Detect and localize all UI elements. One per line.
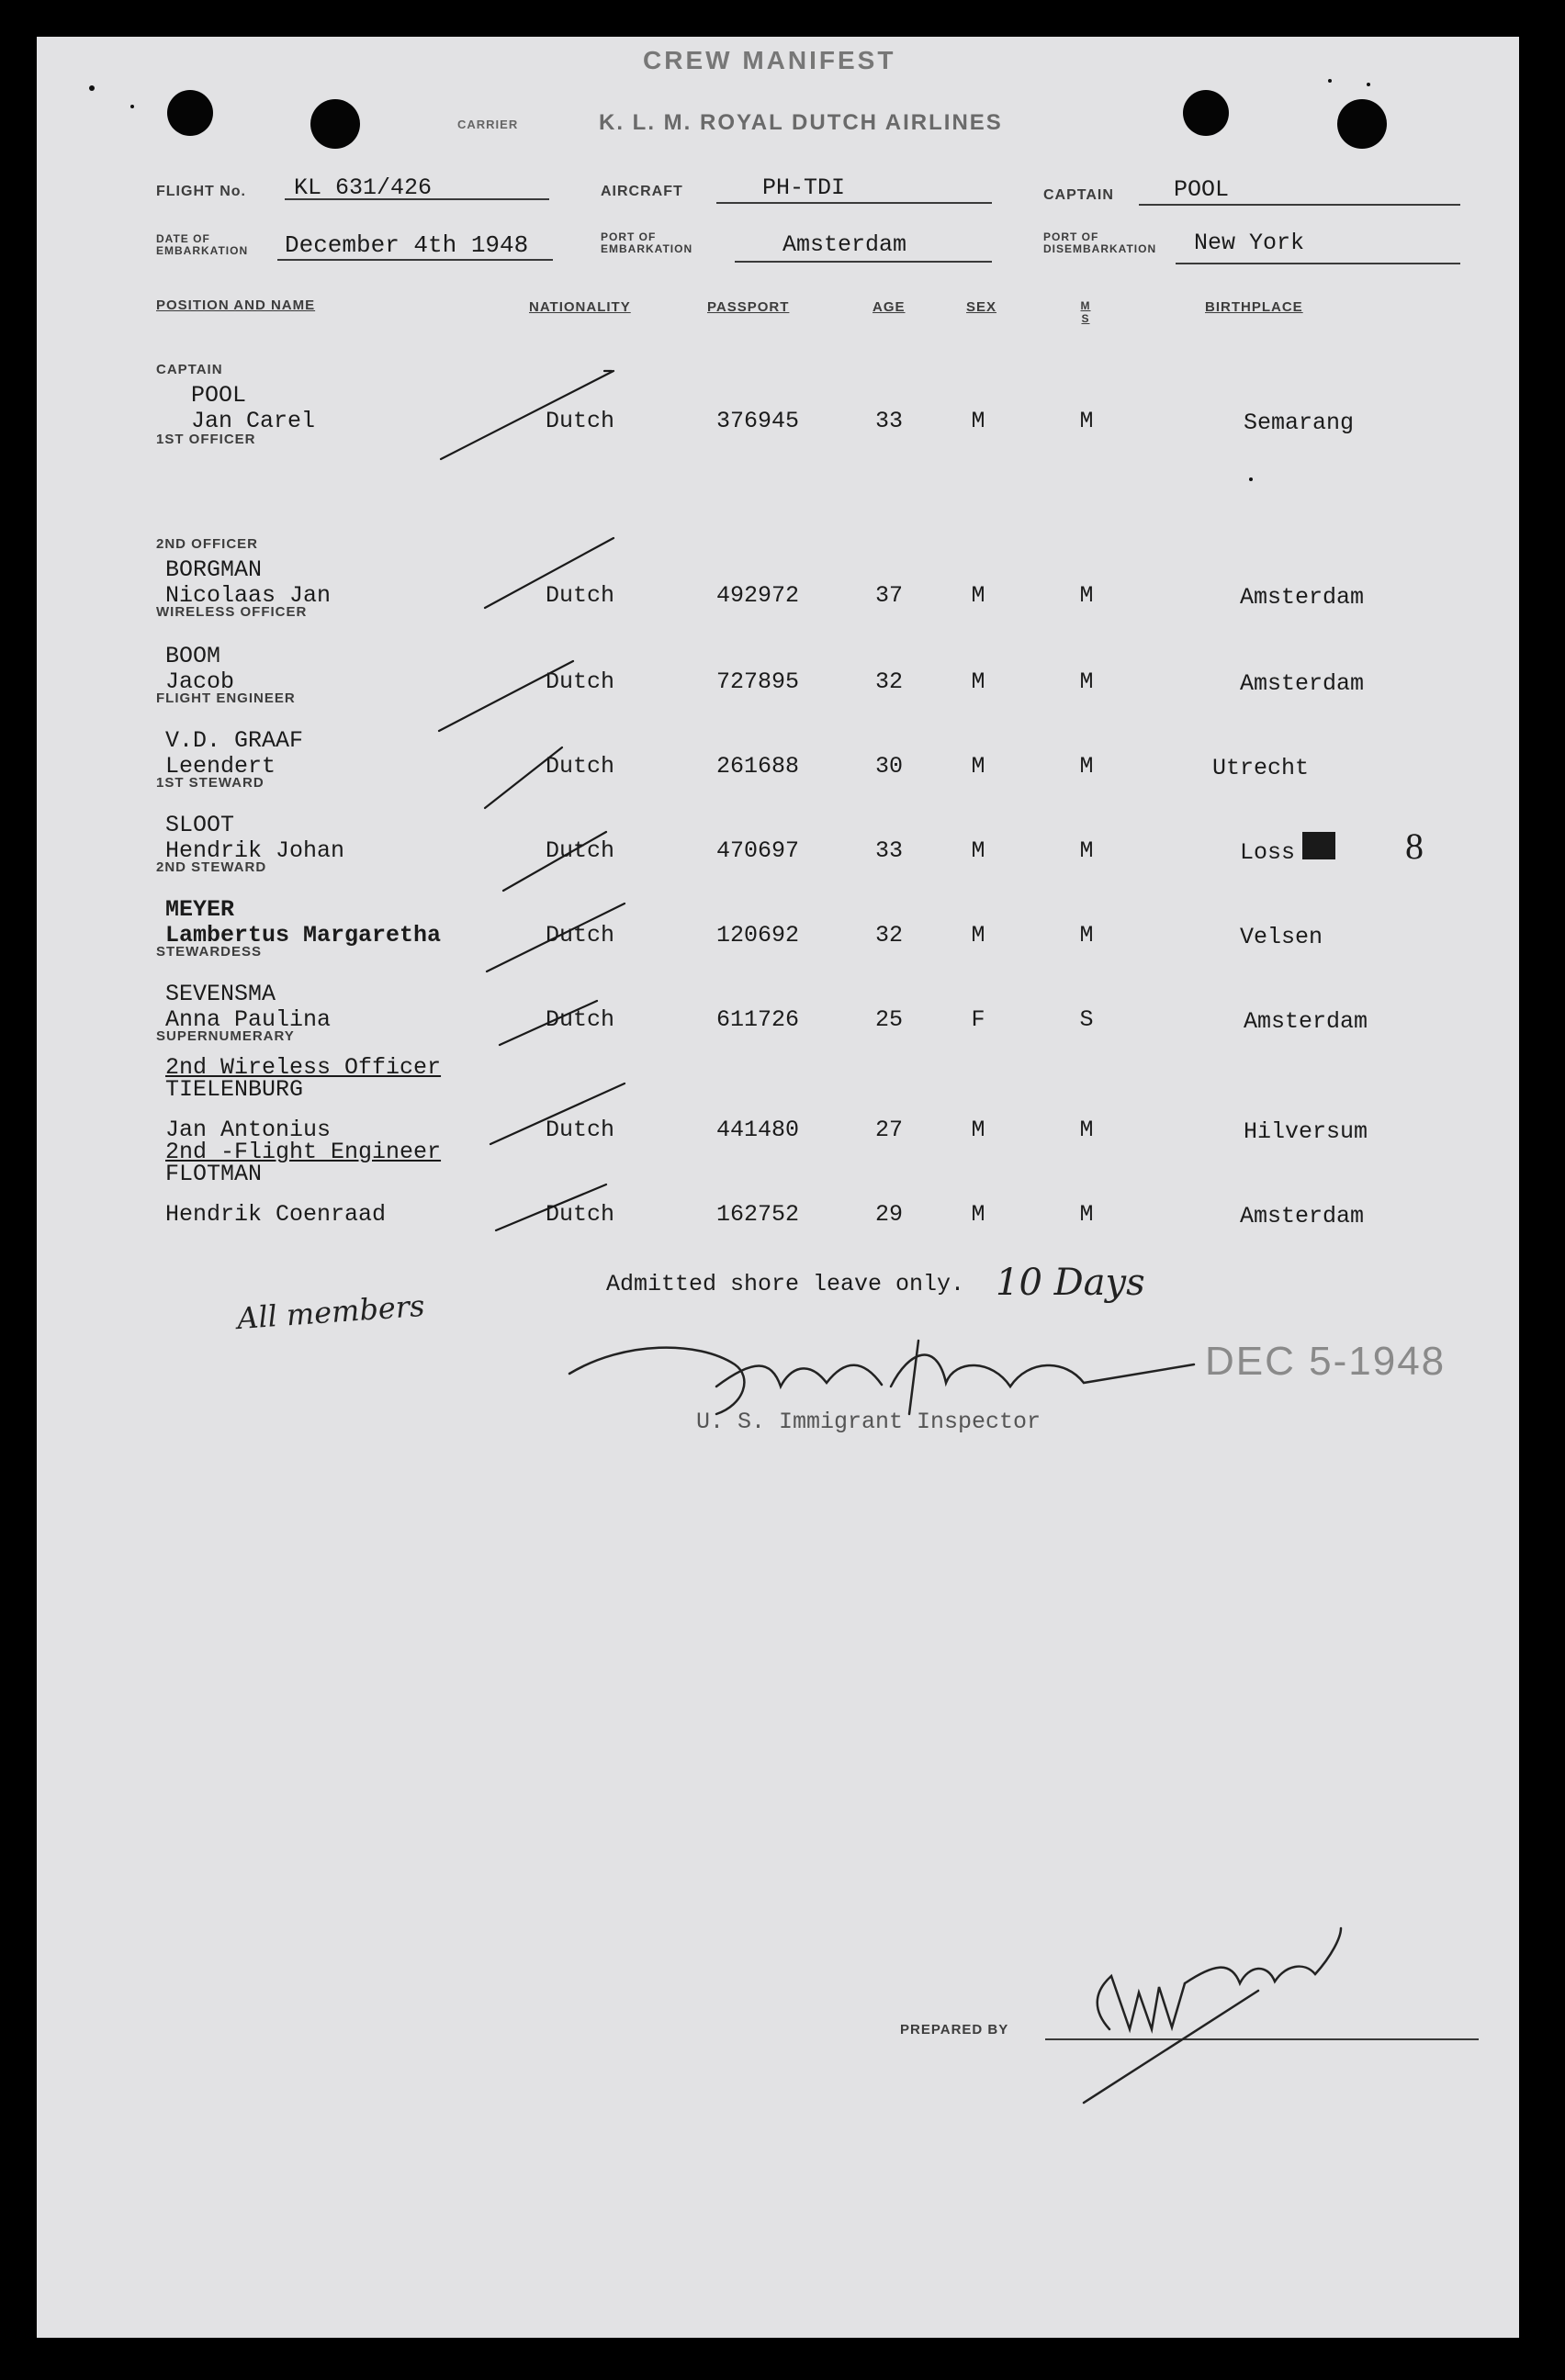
crew-0-position-above: CAPTAIN [156,362,223,377]
crew-6-position-below: SUPERNUMERARY [156,1028,295,1044]
crew-4-age: 33 [874,837,903,864]
aircraft-label: AIRCRAFT [601,184,683,199]
crew-0-sex: M [971,408,985,434]
crew-1-nationality: Dutch [546,582,615,609]
crew-6-surname: SEVENSMA [165,981,276,1007]
port-embark-label: PORT OF EMBARKATION [601,230,693,255]
crew-5-birthplace: Velsen [1240,924,1323,950]
crew-2-marital: M [1079,668,1094,695]
crew-6-passport: 611726 [716,1006,800,1033]
manifest-title: CREW MANIFEST [643,46,896,74]
crew-5-given: Lambertus Margaretha [165,922,442,949]
crew-5-surname: MEYER [165,896,235,923]
captain-value: POOL [1174,176,1230,203]
crew-1-passport: 492972 [716,582,800,609]
crew-3-age: 30 [874,753,903,780]
flight-label: FLIGHT No. [156,184,246,199]
crew-6-birthplace: Amsterdam [1244,1008,1368,1035]
crew-3-position-below: 1ST STEWARD [156,775,265,791]
crew-3-birthplace: Utrecht [1212,755,1310,781]
crew-4-margin-note: 8 [1405,825,1424,867]
crew-3-marital: M [1079,753,1094,780]
col-age: AGE [873,299,906,315]
shore-leave-text: Admitted shore leave only. [606,1271,965,1297]
crew-2-age: 32 [874,668,903,695]
crew-3-surname: V.D. GRAAF [165,727,304,754]
handwriting-overlay [37,37,1519,2338]
crew-1-given: Nicolaas Jan [165,582,332,609]
crew-6-marital: S [1079,1006,1094,1033]
crew-1-sex: M [971,582,985,609]
date-value: December 4th 1948 [285,231,529,259]
crew-5-age: 32 [874,922,903,949]
captain-label: CAPTAIN [1043,187,1114,203]
crew-1-position-below: WIRELESS OFFICER [156,604,308,620]
crew-2-birthplace: Amsterdam [1240,670,1365,697]
crew-7-nationality: Dutch [546,1117,615,1143]
crew-4-position-below: 2ND STEWARD [156,859,267,875]
crew-5-sex: M [971,922,985,949]
carrier-name: K. L. M. ROYAL DUTCH AIRLINES [599,110,1003,135]
crew-3-given: Leendert [165,753,276,780]
inspector-signature-strokes [569,1341,1194,1414]
manifest-sheet [37,37,1519,2338]
crew-3-sex: M [971,753,985,780]
crew-8-nationality: Dutch [546,1201,615,1228]
crew-6-sex: F [971,1006,985,1033]
handwritten-days: 10 Days [996,1262,1145,1304]
crew-7-marital: M [1079,1117,1094,1143]
scan-specks [89,79,1370,481]
crew-4-given: Hendrik Johan [165,837,345,864]
crew-1-birthplace: Amsterdam [1240,584,1365,611]
crew-8-position-above: 2nd -Flight Engineer [165,1139,442,1165]
crew-8-sex: M [971,1201,985,1228]
crew-0-surname: POOL [191,382,247,409]
crew-2-passport: 727895 [716,668,800,695]
crew-7-sex: M [971,1117,985,1143]
crew-6-age: 25 [874,1006,903,1033]
crew-3-nationality: Dutch [546,753,615,780]
crew-3-passport: 261688 [716,753,800,780]
crew-8-birthplace: Amsterdam [1240,1203,1365,1229]
col-marital: M S [1080,299,1091,325]
crew-7-age: 27 [874,1117,903,1143]
crew-4-surname: SLOOT [165,812,235,838]
prepared-by-label: PREPARED BY [900,2022,1009,2038]
carrier-label: CARRIER [457,118,519,131]
crew-8-given: Hendrik Coenraad [165,1201,387,1228]
aircraft-value: PH-TDI [762,174,846,201]
port-embark-value: Amsterdam [782,231,907,258]
crew-7-birthplace: Hilversum [1244,1118,1368,1145]
crew-5-position-below: STEWARDESS [156,944,263,960]
crew-8-surname: FLOTMAN [165,1161,263,1187]
crew-0-given: Jan Carel [191,408,316,434]
crew-5-marital: M [1079,922,1094,949]
col-sex: SEX [966,299,997,315]
col-position-name: POSITION AND NAME [156,298,316,313]
handwritten-all-members: All members [235,1287,426,1337]
crew-7-given: Jan Antonius [165,1117,332,1143]
crew-4-birthplace: Loss [1240,839,1296,866]
crew-2-nationality: Dutch [546,668,615,695]
crew-0-passport: 376945 [716,408,800,434]
crew-4-passport: 470697 [716,837,800,864]
port-disembark-value: New York [1194,230,1305,256]
check-marks [439,371,625,1230]
crew-2-position-below: FLIGHT ENGINEER [156,690,296,706]
crew-4-nationality: Dutch [546,837,615,864]
crew-4-sex: M [971,837,985,864]
col-nationality: NATIONALITY [529,299,631,315]
crew-8-passport: 162752 [716,1201,800,1228]
crew-6-nationality: Dutch [546,1006,615,1033]
crew-8-marital: M [1079,1201,1094,1228]
date-stamp: DEC 5-1948 [1205,1339,1447,1384]
crew-0-marital: M [1079,408,1094,434]
inspector-title: U. S. Immigrant Inspector [696,1409,1041,1435]
crew-1-surname: BORGMAN [165,556,263,583]
col-passport: PASSPORT [707,299,790,315]
crew-1-age: 37 [874,582,903,609]
col-birthplace: BIRTHPLACE [1205,299,1303,315]
crew-0-position-below: 1ST OFFICER [156,432,256,447]
crew-6-given: Anna Paulina [165,1006,332,1033]
flight-number: KL 631/426 [294,174,433,201]
crew-0-age: 33 [874,408,903,434]
crew-4-marital: M [1079,837,1094,864]
crew-2-sex: M [971,668,985,695]
crew-7-passport: 441480 [716,1117,800,1143]
crew-0-nationality: Dutch [546,408,615,434]
crew-0-birthplace: Semarang [1244,410,1355,436]
crew-2-given: Jacob [165,668,235,695]
crew-1-marital: M [1079,582,1094,609]
date-label: DATE OF EMBARKATION [156,232,249,257]
crew-7-position-above: 2nd Wireless Officer [165,1054,442,1081]
preparer-signature-strokes [1084,1928,1341,2103]
port-disembark-label: PORT OF DISEMBARKATION [1043,230,1157,255]
crew-7-surname: TIELENBURG [165,1076,304,1103]
crew-8-age: 29 [874,1201,903,1228]
crew-5-passport: 120692 [716,922,800,949]
crew-2-surname: BOOM [165,643,221,669]
crew-1-position-above: 2ND OFFICER [156,536,259,552]
crew-5-nationality: Dutch [546,922,615,949]
